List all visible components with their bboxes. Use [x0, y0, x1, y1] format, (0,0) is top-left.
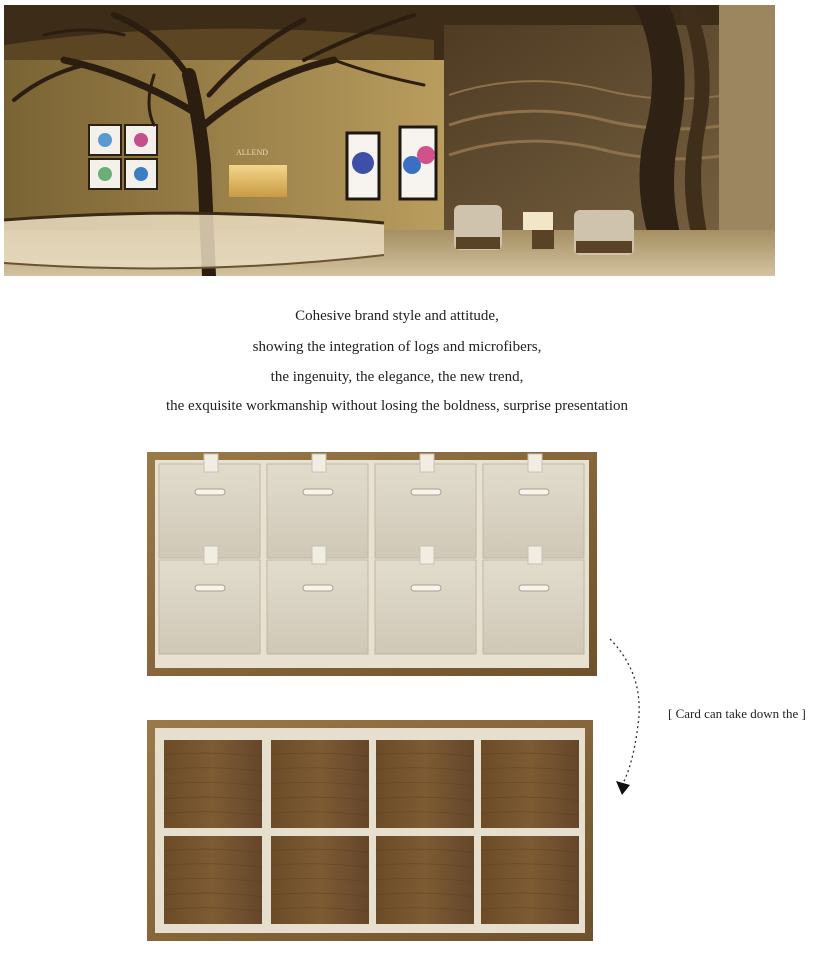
display-card [483, 546, 584, 654]
tray-compartments [155, 728, 585, 933]
display-card [159, 454, 260, 558]
display-counter [4, 213, 384, 268]
empty-wooden-tray [147, 720, 593, 941]
display-card [375, 546, 476, 654]
store-interior-photo [4, 5, 775, 276]
display-card [267, 546, 368, 654]
annotation-label: [ Card can take down the ] [668, 706, 806, 721]
display-card [159, 546, 260, 654]
caption-line-4: the exquisite workmanship without losing the boldness, surprise presentation [165, 398, 629, 414]
curved-arrow-icon [600, 635, 660, 800]
caption-line-3: the ingenuity, the elegance, the new trend, [270, 369, 524, 385]
store-interior-illustration [4, 5, 775, 276]
jewelry-tray-with-cards [147, 452, 597, 676]
caption-line-2: showing the integration of logs and microfibers, [252, 339, 542, 355]
display-card [483, 454, 584, 558]
caption-line-1: Cohesive brand style and attitude, [295, 308, 499, 324]
armchairs [454, 205, 634, 255]
display-card [267, 454, 368, 558]
store-sign: ALLEND [236, 148, 268, 157]
display-card [375, 454, 476, 558]
